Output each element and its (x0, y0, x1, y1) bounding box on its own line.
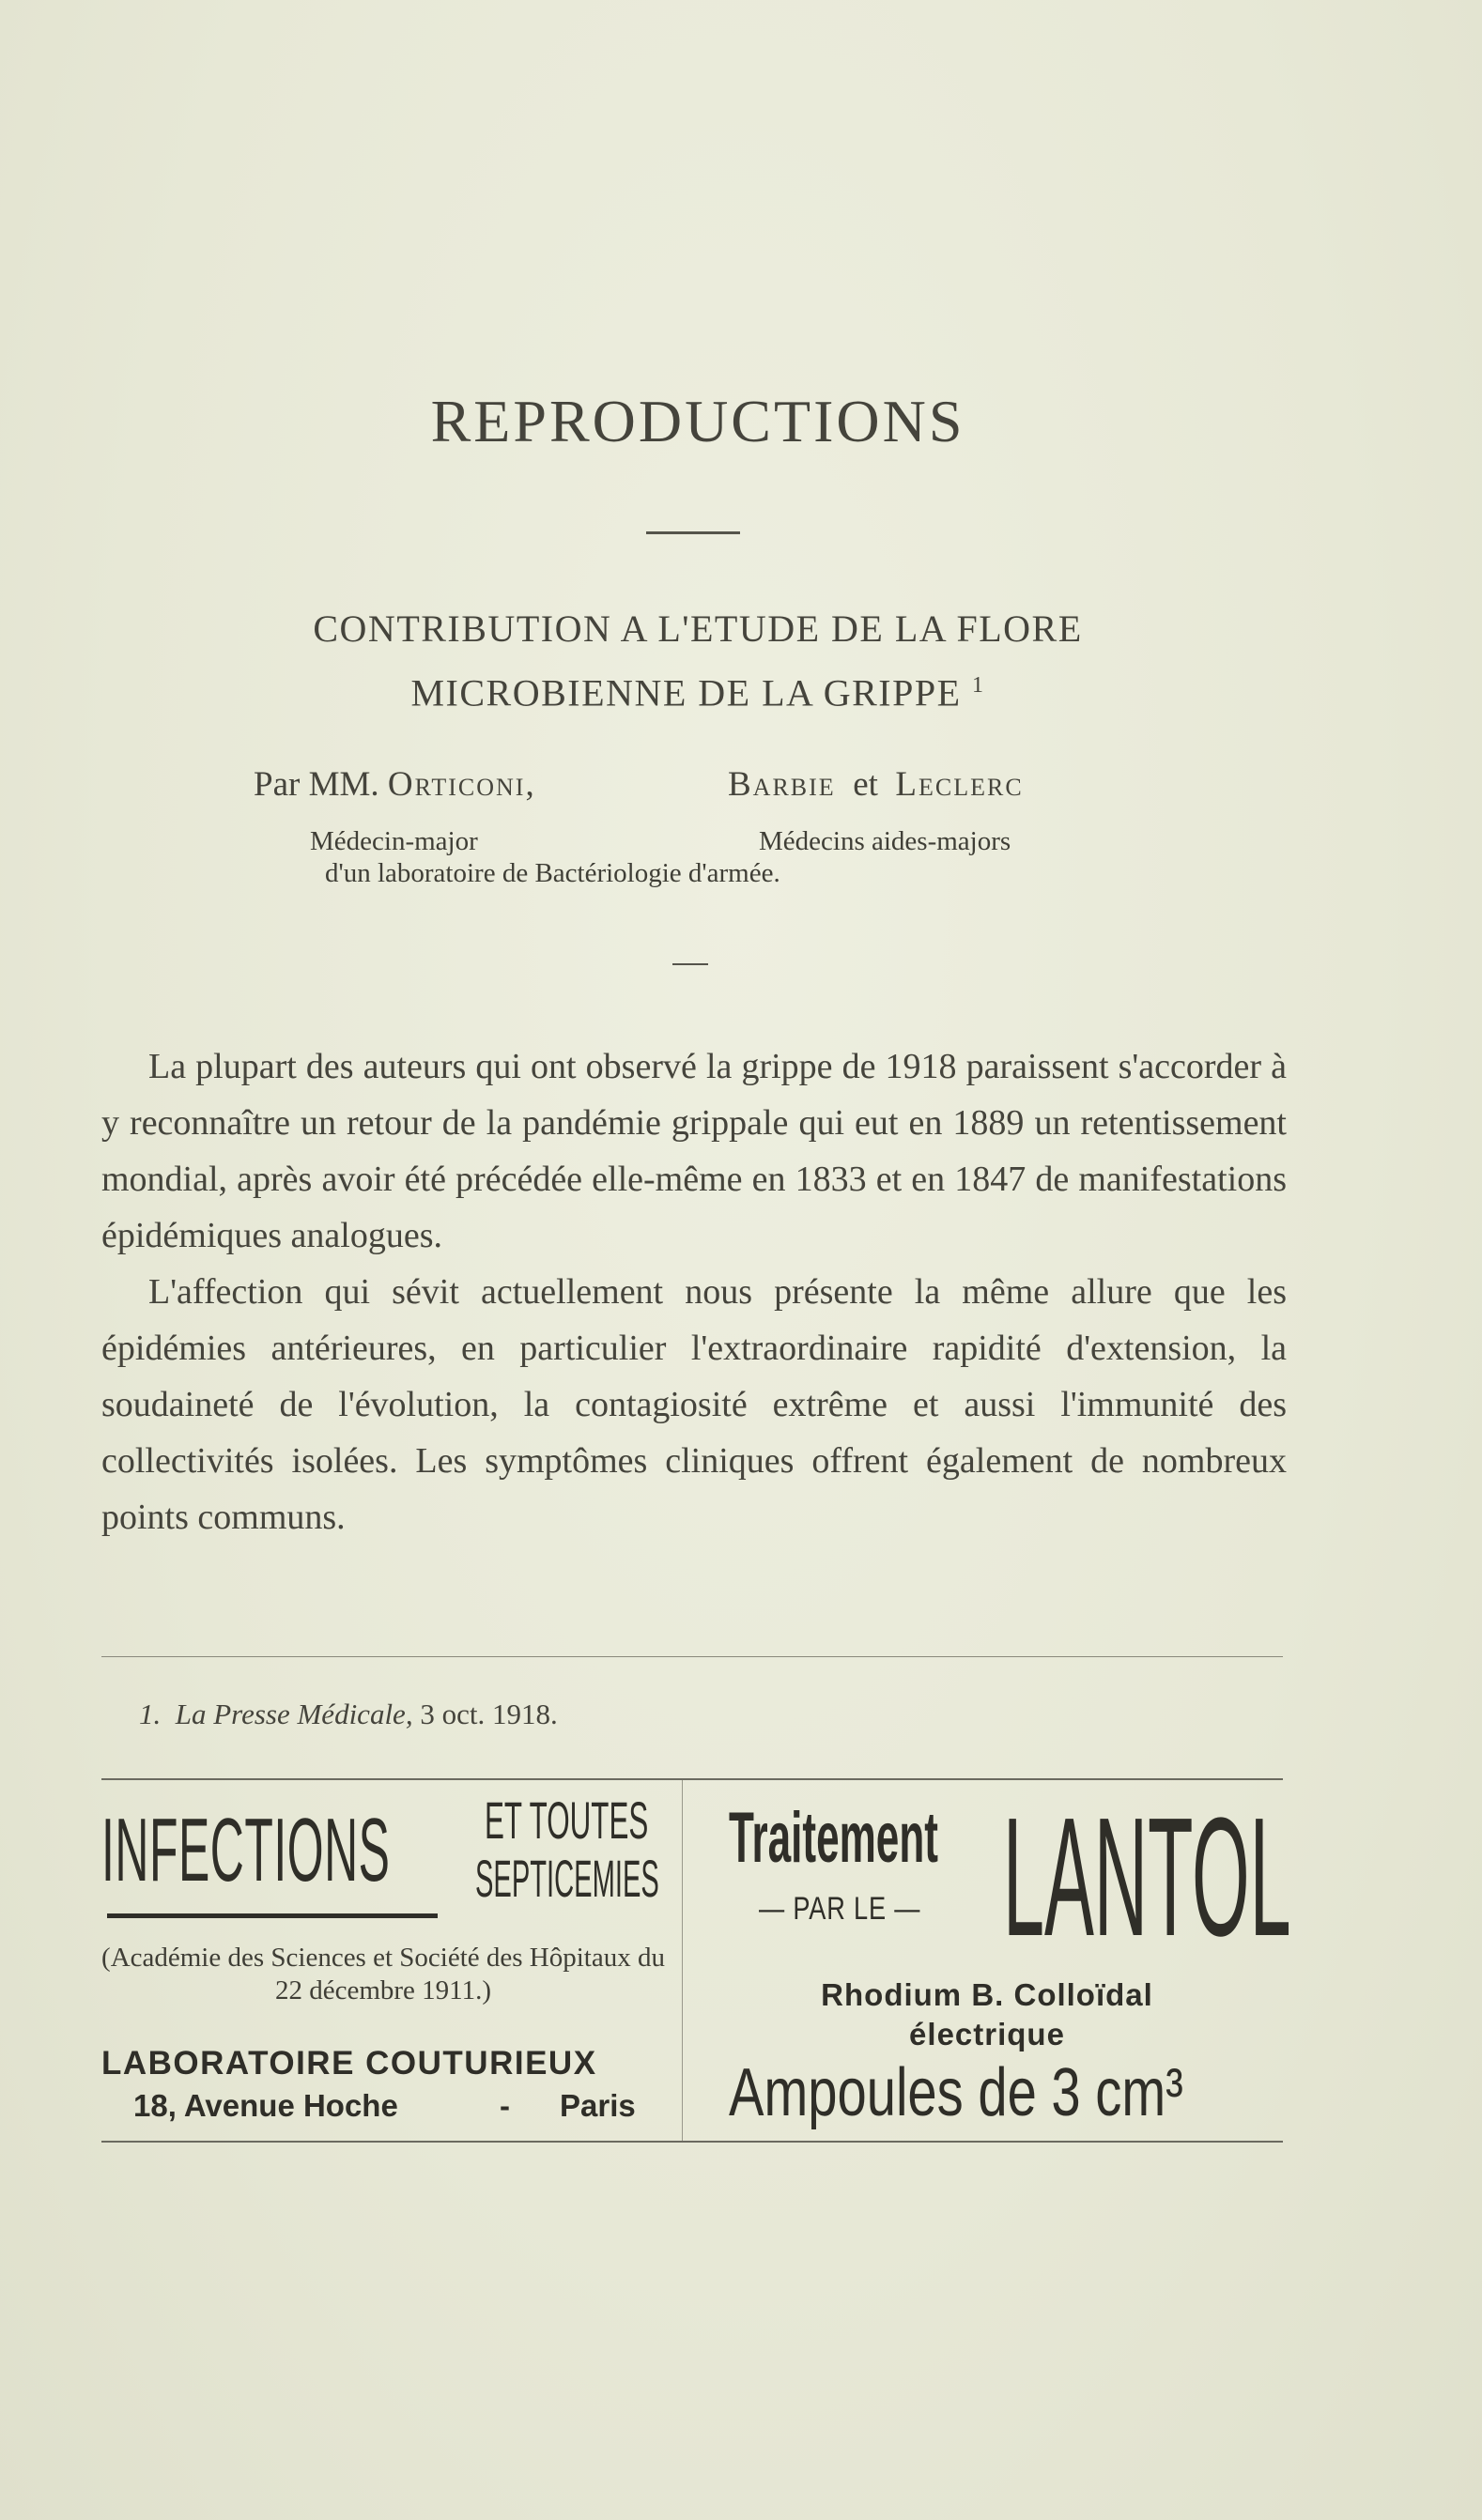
footnote-number: 1. (139, 1698, 162, 1730)
section-title: REPRODUCTIONS (430, 388, 965, 454)
article-body (101, 1038, 1287, 1545)
affiliation-medecin-major: Médecin-major (310, 826, 478, 856)
footnote (139, 1698, 558, 1731)
paragraph-1: La plupart des auteurs qui ont observé la grippe de 1918 paraissent s'accorder à y reconnaître un retour de la pandémie grippale qui eut en 1889 un retentissement mondial, après avoir été précédée elle-même en 1833 et en 1847 de manifestations épidémiques analogues. (101, 1047, 1287, 1255)
ad-laboratoire: LABORATOIRE COUTURIEUX (101, 2045, 597, 2082)
article-title-line2 (0, 657, 1396, 721)
ad-product-line1: Rhodium B. Colloïdal (821, 1977, 1153, 2012)
ad-address-separator: - (500, 2088, 510, 2123)
ad-ampoules: Ampoules de 3 cm³ (729, 2055, 1183, 2130)
author-orticoni: Orticoni, (387, 765, 536, 804)
ad-et-toutes: ET TOUTES (485, 1790, 649, 1850)
ad-product (691, 1975, 1283, 2054)
ad-column-divider (682, 1780, 683, 2141)
footnote-marker: 1 (972, 673, 985, 698)
footnote-rule (101, 1656, 1283, 1657)
ad-par-le: — PAR LE — (759, 1891, 921, 1927)
ad-infections-headline: INFECTIONS (101, 1800, 391, 1900)
article-title (0, 601, 1396, 721)
footnote-date: 3 oct. 1918. (420, 1698, 558, 1730)
footnote-source: La Presse Médicale, (175, 1698, 413, 1730)
article-title-line1: CONTRIBUTION A L'ETUDE DE LA FLORE (313, 607, 1083, 650)
authors-conjunction: et (853, 765, 878, 804)
authors-group-2 (728, 764, 1024, 805)
ad-address-street: 18, Avenue Hoche (133, 2088, 398, 2123)
authors-group-1 (254, 764, 536, 805)
article-title-line2-text: MICROBIENNE DE LA GRIPPE (410, 671, 962, 715)
section-divider (672, 963, 708, 965)
ad-septicemies: SEPTICEMIES (475, 1849, 659, 1908)
ad-left-rule (107, 1913, 438, 1918)
authors-prefix: Par MM. (254, 765, 379, 804)
ad-product-line2: électrique (909, 2017, 1065, 2051)
ad-address-city: Paris (560, 2088, 636, 2123)
ad-lantol-brand: LANTOL (1003, 1783, 1291, 1972)
advertisement (101, 1778, 1291, 2143)
affiliation-aides-majors: Médecins aides-majors (759, 826, 1011, 856)
ad-academie-note: (Académie des Sciences et Société des Hôpitaux du 22 décembre 1911.) (101, 1943, 665, 2005)
affiliation-laboratory: d'un laboratoire de Bactériologie d'armée. (325, 858, 780, 888)
author-leclerc: Leclerc (895, 765, 1024, 804)
paragraph-2: L'affection qui sévit actuellement nous présente la même allure que les épidémies antérieures, en particulier l'extraordinaire rapidité d'extension, la soudaineté de l'évolution, la contagiosité extrême et aussi l'immunité des collectivités isolées. Les symptômes cliniques offrent également de nombreux points communs. (101, 1272, 1287, 1537)
title-divider (646, 531, 740, 534)
author-barbie: Barbie (728, 765, 836, 804)
ad-traitement: Traitement (729, 1798, 938, 1878)
